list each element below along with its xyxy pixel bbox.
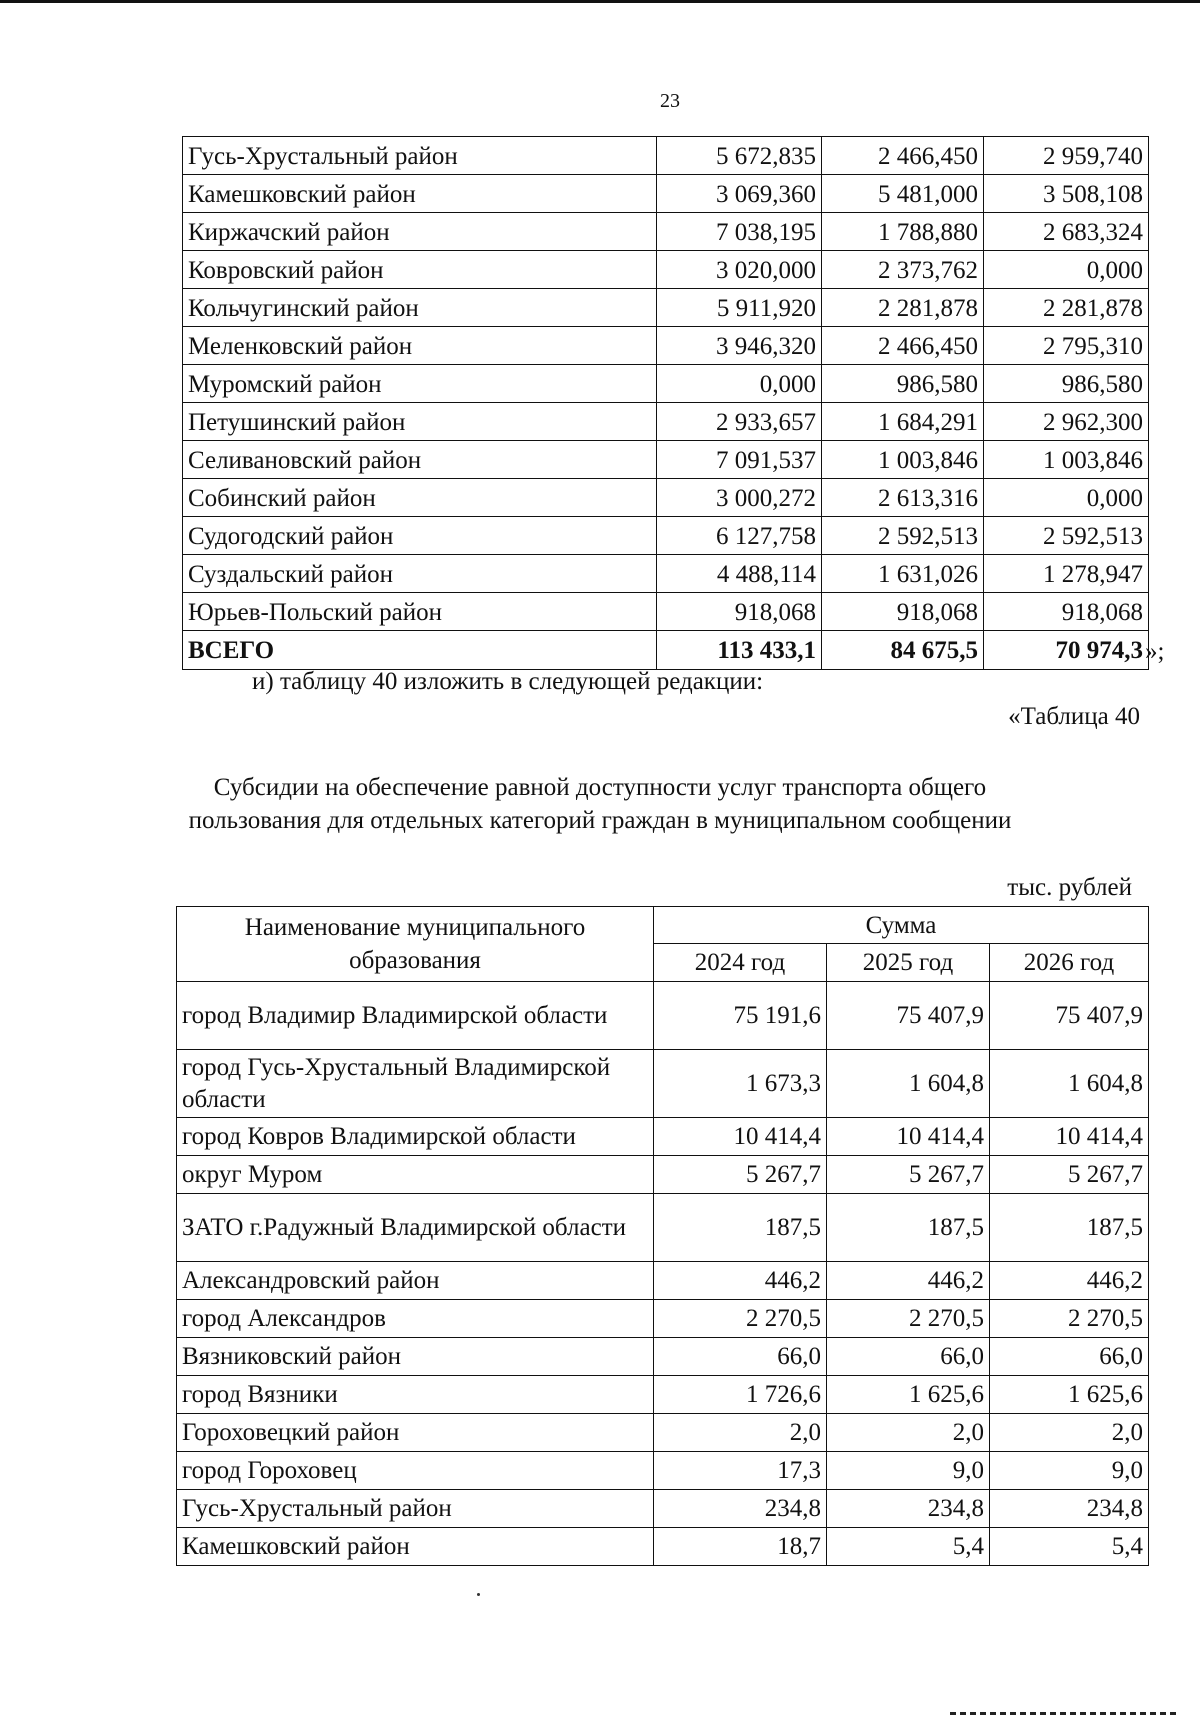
table-header-row bbox=[177, 907, 1149, 944]
row-value-2025: 446,2 bbox=[827, 1262, 990, 1300]
row-name: Александровский район bbox=[177, 1262, 654, 1300]
table-row bbox=[183, 289, 1149, 327]
row-value-2026: 234,8 bbox=[990, 1490, 1149, 1528]
row-name: Кольчугинский район bbox=[183, 289, 657, 327]
row-value-2025: 5 267,7 bbox=[827, 1156, 990, 1194]
row-value-2: 1 631,026 bbox=[822, 555, 984, 593]
row-value-2: 2 613,316 bbox=[822, 479, 984, 517]
row-value-2024: 10 414,4 bbox=[654, 1118, 827, 1156]
total-value-1: 113 433,1 bbox=[657, 631, 822, 670]
row-name: Камешковский район bbox=[183, 175, 657, 213]
row-value-3: 2 592,513 bbox=[984, 517, 1149, 555]
total-value-3: 70 974,3 bbox=[1055, 637, 1143, 664]
row-value-2025: 187,5 bbox=[827, 1194, 990, 1262]
total-value-2: 84 675,5 bbox=[822, 631, 984, 670]
row-value-2: 2 466,450 bbox=[822, 137, 984, 175]
table-row bbox=[183, 555, 1149, 593]
table-row bbox=[183, 327, 1149, 365]
page-number: 23 bbox=[660, 90, 680, 112]
table-row bbox=[177, 1490, 1149, 1528]
table-row bbox=[177, 982, 1149, 1050]
row-value-2024: 75 191,6 bbox=[654, 982, 827, 1050]
row-name: город Вязники bbox=[177, 1376, 654, 1414]
row-value-2024: 66,0 bbox=[654, 1338, 827, 1376]
row-value-2025: 9,0 bbox=[827, 1452, 990, 1490]
row-value-2024: 446,2 bbox=[654, 1262, 827, 1300]
row-name: Гусь-Хрустальный район bbox=[177, 1490, 654, 1528]
table-row bbox=[183, 137, 1149, 175]
row-value-1: 918,068 bbox=[657, 593, 822, 631]
row-value-2026: 1 604,8 bbox=[990, 1050, 1149, 1118]
header-sum-cell: Сумма bbox=[654, 907, 1149, 944]
table-row bbox=[183, 365, 1149, 403]
row-value-2024: 2,0 bbox=[654, 1414, 827, 1452]
row-value-2: 2 466,450 bbox=[822, 327, 984, 365]
table-row bbox=[183, 593, 1149, 631]
row-value-1: 6 127,758 bbox=[657, 517, 822, 555]
table-row bbox=[177, 1528, 1149, 1566]
row-value-3: 2 959,740 bbox=[984, 137, 1149, 175]
row-value-3: 0,000 bbox=[984, 251, 1149, 289]
row-value-2: 2 592,513 bbox=[822, 517, 984, 555]
row-value-3: 3 508,108 bbox=[984, 175, 1149, 213]
table-row bbox=[177, 1194, 1149, 1262]
row-name: Судогодский район bbox=[183, 517, 657, 555]
row-value-2025: 234,8 bbox=[827, 1490, 990, 1528]
scan-speck bbox=[477, 1593, 480, 1596]
total-value-3-cell bbox=[984, 631, 1165, 670]
table-row bbox=[177, 1300, 1149, 1338]
row-name: город Владимир Владимирской области bbox=[177, 982, 654, 1050]
scan-edge-line bbox=[0, 0, 1200, 3]
header-name-cell bbox=[177, 907, 654, 982]
table-row bbox=[177, 1338, 1149, 1376]
total-label: ВСЕГО bbox=[183, 631, 657, 670]
row-value-1: 7 038,195 bbox=[657, 213, 822, 251]
row-value-1: 3 946,320 bbox=[657, 327, 822, 365]
scan-bottom-mark bbox=[950, 1712, 1180, 1715]
row-name: Меленковский район bbox=[183, 327, 657, 365]
row-value-2: 1 684,291 bbox=[822, 403, 984, 441]
row-value-3: 2 281,878 bbox=[984, 289, 1149, 327]
header-year-2026: 2026 год bbox=[990, 944, 1149, 982]
table-row bbox=[183, 441, 1149, 479]
row-value-2025: 10 414,4 bbox=[827, 1118, 990, 1156]
table-39-continuation bbox=[182, 136, 1165, 670]
row-value-2: 986,580 bbox=[822, 365, 984, 403]
row-value-2026: 66,0 bbox=[990, 1338, 1149, 1376]
row-value-2025: 5,4 bbox=[827, 1528, 990, 1566]
row-value-2024: 234,8 bbox=[654, 1490, 827, 1528]
header-year-2025: 2025 год bbox=[827, 944, 990, 982]
table-row bbox=[177, 1376, 1149, 1414]
row-name: Гусь-Хрустальный район bbox=[183, 137, 657, 175]
row-name: ЗАТО г.Радужный Владимирской области bbox=[177, 1194, 654, 1262]
row-name: Суздальский район bbox=[183, 555, 657, 593]
row-value-1: 5 672,835 bbox=[657, 137, 822, 175]
table-row bbox=[183, 251, 1149, 289]
units-label: тыс. рублей bbox=[1007, 874, 1132, 901]
row-value-2024: 18,7 bbox=[654, 1528, 827, 1566]
table-row bbox=[183, 403, 1149, 441]
row-value-1: 4 488,114 bbox=[657, 555, 822, 593]
row-name: город Александров bbox=[177, 1300, 654, 1338]
row-value-2026: 9,0 bbox=[990, 1452, 1149, 1490]
header-name-line-1: Наименование муниципального bbox=[244, 914, 586, 941]
table-row bbox=[177, 1414, 1149, 1452]
row-value-2026: 1 625,6 bbox=[990, 1376, 1149, 1414]
row-name: город Ковров Владимирской области bbox=[177, 1118, 654, 1156]
row-value-2: 918,068 bbox=[822, 593, 984, 631]
row-value-2: 1 788,880 bbox=[822, 213, 984, 251]
row-value-2: 2 281,878 bbox=[822, 289, 984, 327]
row-name: Вязниковский район bbox=[177, 1338, 654, 1376]
row-value-2025: 1 604,8 bbox=[827, 1050, 990, 1118]
row-value-2026: 5 267,7 bbox=[990, 1156, 1149, 1194]
row-value-2: 1 003,846 bbox=[822, 441, 984, 479]
header-name-line-2: образования bbox=[349, 947, 481, 974]
row-value-2026: 2 270,5 bbox=[990, 1300, 1149, 1338]
row-value-3: 918,068 bbox=[984, 593, 1149, 631]
closing-quote-suffix: »; bbox=[1145, 638, 1165, 665]
row-value-2025: 1 625,6 bbox=[827, 1376, 990, 1414]
instruction-text: и) таблицу 40 изложить в следующей редакции: bbox=[252, 668, 764, 695]
header-year-2024: 2024 год bbox=[654, 944, 827, 982]
table-row bbox=[177, 1118, 1149, 1156]
row-value-1: 3 000,272 bbox=[657, 479, 822, 517]
row-name: округ Муром bbox=[177, 1156, 654, 1194]
row-name: Муромский район bbox=[183, 365, 657, 403]
row-value-3: 0,000 bbox=[984, 479, 1149, 517]
table-row bbox=[183, 479, 1149, 517]
row-value-1: 3 020,000 bbox=[657, 251, 822, 289]
table-row bbox=[183, 517, 1149, 555]
row-value-1: 0,000 bbox=[657, 365, 822, 403]
row-value-2024: 1 726,6 bbox=[654, 1376, 827, 1414]
table-row bbox=[177, 1262, 1149, 1300]
table-row bbox=[177, 1050, 1149, 1118]
row-value-3: 2 795,310 bbox=[984, 327, 1149, 365]
caption-line-2: пользования для отдельных категорий граждан в муниципальном сообщении bbox=[188, 807, 1012, 834]
row-value-3: 1 003,846 bbox=[984, 441, 1149, 479]
row-value-2: 5 481,000 bbox=[822, 175, 984, 213]
row-name: Юрьев-Польский район bbox=[183, 593, 657, 631]
table-caption bbox=[0, 771, 1200, 837]
row-name: Селивановский район bbox=[183, 441, 657, 479]
row-name: Собинский район bbox=[183, 479, 657, 517]
row-value-2024: 187,5 bbox=[654, 1194, 827, 1262]
row-value-2025: 66,0 bbox=[827, 1338, 990, 1376]
row-value-2026: 10 414,4 bbox=[990, 1118, 1149, 1156]
row-value-2: 2 373,762 bbox=[822, 251, 984, 289]
row-name: город Гусь-Хрустальный Владимирской области bbox=[177, 1050, 654, 1118]
row-value-2025: 75 407,9 bbox=[827, 982, 990, 1050]
row-value-1: 3 069,360 bbox=[657, 175, 822, 213]
table-row bbox=[183, 213, 1149, 251]
row-name: Гороховецкий район bbox=[177, 1414, 654, 1452]
row-value-3: 2 962,300 bbox=[984, 403, 1149, 441]
row-value-2024: 5 267,7 bbox=[654, 1156, 827, 1194]
row-name: Петушинский район bbox=[183, 403, 657, 441]
row-value-2026: 75 407,9 bbox=[990, 982, 1149, 1050]
row-value-3: 1 278,947 bbox=[984, 555, 1149, 593]
row-name: Камешковский район bbox=[177, 1528, 654, 1566]
row-name: город Гороховец bbox=[177, 1452, 654, 1490]
row-value-3: 2 683,324 bbox=[984, 213, 1149, 251]
table-row bbox=[183, 175, 1149, 213]
row-value-2026: 187,5 bbox=[990, 1194, 1149, 1262]
table-label: «Таблица 40 bbox=[1008, 703, 1140, 730]
row-name: Киржачский район bbox=[183, 213, 657, 251]
row-value-2024: 17,3 bbox=[654, 1452, 827, 1490]
row-value-2024: 2 270,5 bbox=[654, 1300, 827, 1338]
row-value-3: 986,580 bbox=[984, 365, 1149, 403]
row-name: Ковровский район bbox=[183, 251, 657, 289]
row-value-2024: 1 673,3 bbox=[654, 1050, 827, 1118]
row-value-2025: 2 270,5 bbox=[827, 1300, 990, 1338]
total-row bbox=[183, 631, 1149, 670]
row-value-2026: 5,4 bbox=[990, 1528, 1149, 1566]
table-row bbox=[177, 1452, 1149, 1490]
row-value-2026: 2,0 bbox=[990, 1414, 1149, 1452]
row-value-2025: 2,0 bbox=[827, 1414, 990, 1452]
table-row bbox=[177, 1156, 1149, 1194]
row-value-1: 2 933,657 bbox=[657, 403, 822, 441]
table-40 bbox=[176, 906, 1149, 1566]
row-value-1: 7 091,537 bbox=[657, 441, 822, 479]
row-value-1: 5 911,920 bbox=[657, 289, 822, 327]
caption-line-1: Субсидии на обеспечение равной доступности услуг транспорта общего bbox=[213, 774, 987, 801]
row-value-2026: 446,2 bbox=[990, 1262, 1149, 1300]
